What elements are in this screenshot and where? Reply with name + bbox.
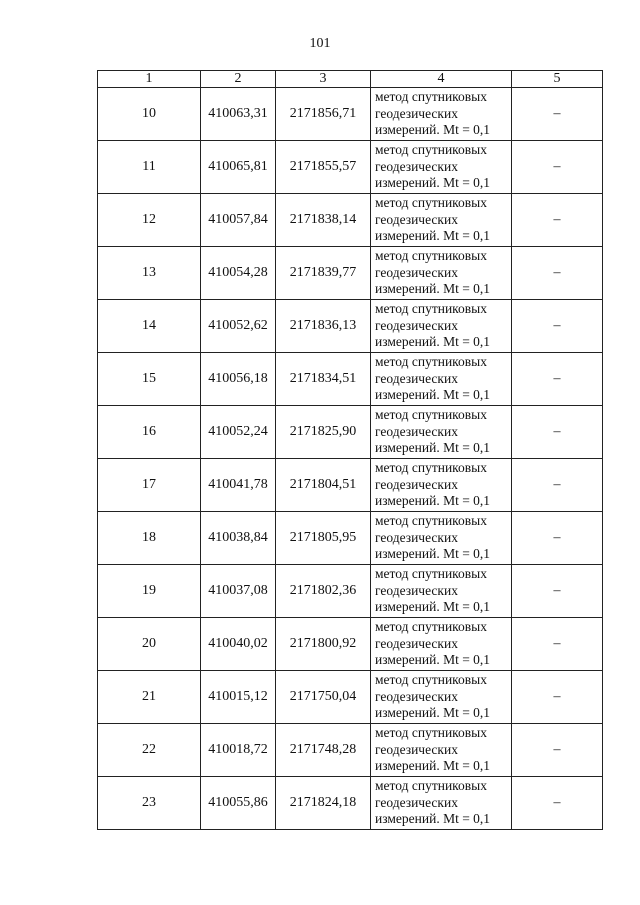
y-coordinate-cell: 2171838,14 [276,194,371,247]
method-line: измерений. Mt = 0,1 [375,440,491,456]
y-coordinate-cell: 2171855,57 [276,141,371,194]
method-cell [371,141,512,194]
note-cell: – [512,777,603,830]
method-line: метод спутниковых [375,248,487,264]
note-cell: – [512,406,603,459]
y-coordinate-cell: 2171800,92 [276,618,371,671]
table-row [98,194,603,247]
point-number-cell: 23 [98,777,201,830]
method-line: геодезических [375,688,458,704]
method-line: метод спутниковых [375,566,487,582]
point-number-cell: 15 [98,353,201,406]
y-coordinate-cell: 2171750,04 [276,671,371,724]
point-number-cell: 18 [98,512,201,565]
note-cell: – [512,512,603,565]
y-coordinate-cell: 2171834,51 [276,353,371,406]
header-cell-4: 4 [371,71,512,88]
point-number-cell: 12 [98,194,201,247]
table-row [98,247,603,300]
table-row [98,565,603,618]
x-coordinate-cell: 410040,02 [201,618,276,671]
point-number-cell: 19 [98,565,201,618]
point-number-cell: 14 [98,300,201,353]
x-coordinate-cell: 410056,18 [201,353,276,406]
method-cell [371,512,512,565]
x-coordinate-cell: 410052,24 [201,406,276,459]
table-row [98,671,603,724]
point-number-cell: 11 [98,141,201,194]
method-line: измерений. Mt = 0,1 [375,493,491,509]
note-cell: – [512,88,603,141]
table-row [98,512,603,565]
method-line: измерений. Mt = 0,1 [375,228,491,244]
y-coordinate-cell: 2171802,36 [276,565,371,618]
point-number-cell: 20 [98,618,201,671]
method-cell [371,194,512,247]
method-line: геодезических [375,264,458,280]
method-line: метод спутниковых [375,778,487,794]
x-coordinate-cell: 410015,12 [201,671,276,724]
table-row [98,141,603,194]
point-number-cell: 22 [98,724,201,777]
table-row [98,353,603,406]
method-cell [371,777,512,830]
method-line: геодезических [375,158,458,174]
method-line: измерений. Mt = 0,1 [375,281,491,297]
point-number-cell: 17 [98,459,201,512]
table-row [98,724,603,777]
method-line: геодезических [375,370,458,386]
method-line: геодезических [375,211,458,227]
method-line: геодезических [375,741,458,757]
method-line: метод спутниковых [375,89,487,105]
y-coordinate-cell: 2171836,13 [276,300,371,353]
y-coordinate-cell: 2171748,28 [276,724,371,777]
method-cell [371,88,512,141]
coordinates-table [97,70,603,830]
method-line: метод спутниковых [375,354,487,370]
method-line: метод спутниковых [375,460,487,476]
table-row [98,459,603,512]
x-coordinate-cell: 410065,81 [201,141,276,194]
header-cell-2: 2 [201,71,276,88]
y-coordinate-cell: 2171804,51 [276,459,371,512]
header-cell-1: 1 [98,71,201,88]
note-cell: – [512,618,603,671]
point-number-cell: 13 [98,247,201,300]
method-cell [371,459,512,512]
method-line: измерений. Mt = 0,1 [375,175,491,191]
method-line: геодезических [375,423,458,439]
method-line: метод спутниковых [375,619,487,635]
table-body [98,88,603,830]
note-cell: – [512,353,603,406]
method-line: измерений. Mt = 0,1 [375,546,491,562]
method-line: измерений. Mt = 0,1 [375,387,491,403]
table-row [98,88,603,141]
method-line: измерений. Mt = 0,1 [375,811,491,827]
x-coordinate-cell: 410038,84 [201,512,276,565]
method-line: измерений. Mt = 0,1 [375,652,491,668]
x-coordinate-cell: 410063,31 [201,88,276,141]
method-line: геодезических [375,794,458,810]
table-row [98,618,603,671]
method-line: измерений. Mt = 0,1 [375,758,491,774]
method-line: метод спутниковых [375,513,487,529]
method-line: геодезических [375,317,458,333]
x-coordinate-cell: 410052,62 [201,300,276,353]
method-line: измерений. Mt = 0,1 [375,599,491,615]
method-cell [371,618,512,671]
method-line: метод спутниковых [375,672,487,688]
x-coordinate-cell: 410055,86 [201,777,276,830]
x-coordinate-cell: 410041,78 [201,459,276,512]
table-row [98,777,603,830]
note-cell: – [512,459,603,512]
method-line: измерений. Mt = 0,1 [375,334,491,350]
x-coordinate-cell: 410018,72 [201,724,276,777]
method-line: геодезических [375,635,458,651]
table-row [98,300,603,353]
method-cell [371,671,512,724]
point-number-cell: 16 [98,406,201,459]
note-cell: – [512,300,603,353]
x-coordinate-cell: 410054,28 [201,247,276,300]
note-cell: – [512,724,603,777]
method-cell [371,565,512,618]
method-cell [371,406,512,459]
x-coordinate-cell: 410037,08 [201,565,276,618]
method-line: геодезических [375,105,458,121]
method-cell [371,353,512,406]
table-row [98,406,603,459]
method-line: метод спутниковых [375,407,487,423]
y-coordinate-cell: 2171824,18 [276,777,371,830]
method-line: геодезических [375,476,458,492]
point-number-cell: 10 [98,88,201,141]
note-cell: – [512,194,603,247]
note-cell: – [512,247,603,300]
note-cell: – [512,141,603,194]
method-line: измерений. Mt = 0,1 [375,122,491,138]
method-line: геодезических [375,529,458,545]
method-line: метод спутниковых [375,142,487,158]
method-line: геодезических [375,582,458,598]
method-line: измерений. Mt = 0,1 [375,705,491,721]
method-cell [371,724,512,777]
y-coordinate-cell: 2171839,77 [276,247,371,300]
header-cell-3: 3 [276,71,371,88]
method-line: метод спутниковых [375,725,487,741]
method-cell [371,300,512,353]
method-line: метод спутниковых [375,195,487,211]
header-cell-5: 5 [512,71,603,88]
point-number-cell: 21 [98,671,201,724]
page-number: 101 [309,36,331,51]
method-cell [371,247,512,300]
y-coordinate-cell: 2171825,90 [276,406,371,459]
x-coordinate-cell: 410057,84 [201,194,276,247]
y-coordinate-cell: 2171856,71 [276,88,371,141]
note-cell: – [512,565,603,618]
method-line: метод спутниковых [375,301,487,317]
y-coordinate-cell: 2171805,95 [276,512,371,565]
note-cell: – [512,671,603,724]
header-row [98,71,603,88]
